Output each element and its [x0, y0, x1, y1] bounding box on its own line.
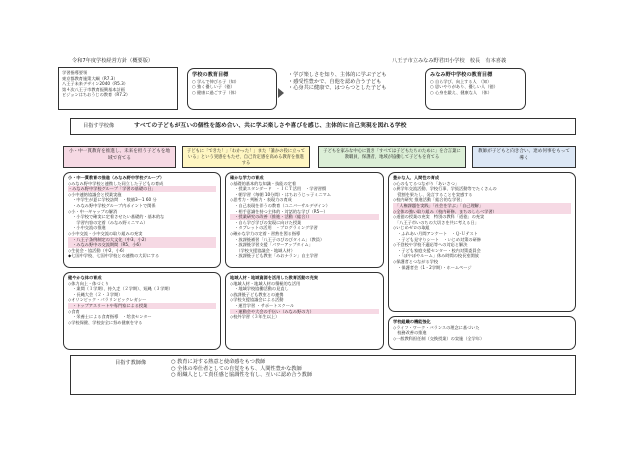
section-line: ・みなみ野中学校グループ「学習の基礎の日」	[68, 186, 216, 192]
section-line: ◆七国中学校、七国中学校との連携の大切にする	[68, 253, 160, 259]
section-middle-school-link	[63, 172, 221, 268]
section-line: ・放課後子ども教室「みおナラン」自主学習	[230, 253, 318, 259]
section-line: ・運動会や大会の手伝い（みなみ野の力）	[230, 309, 379, 315]
school-goals-title: 学校の教育目標	[192, 72, 229, 78]
section-line: ・朝学習（毎朝 10分間）・はちおうじっ子ミニマム	[230, 191, 331, 197]
section-line: ・相手意識を持つ主体的・対話的な学び（R5〜）	[230, 208, 328, 214]
section-line: ・ふれあい月間アンケート ・Ｑ-Ｕテスト	[393, 230, 478, 236]
section-line: ・地域学校協働活動の見直し	[230, 286, 289, 292]
section-line: ・「ぼやぼやルーム」休み時間の校長室開放	[393, 253, 479, 259]
middle-school-goal-item: ○ 自ら学び、向上する人 （知）	[430, 78, 492, 84]
section-line: ◇食育	[68, 308, 80, 314]
goal-item: ○ 強く優しい子（徳）	[192, 84, 235, 90]
section-line: ◇道徳の授業の充実 特別の教科「道徳」の充実	[393, 214, 485, 220]
section-line: ◇思考力・判断力・表現力の育成	[230, 197, 292, 203]
section-line: ◇確かな学力の定着・習熟を図る指導	[230, 230, 301, 236]
basis-item: ビジョンはちおうじの教育（R7.2）	[62, 92, 131, 98]
basis-item: 第４次八王子市教育振興基本計画	[62, 86, 125, 92]
middle-school-goal-item: ○ 思いやりがあり、優しい人（徳）	[430, 84, 498, 90]
section-line: ◇みなみ野中学校と連携した同立した子どもの育成	[68, 180, 164, 186]
section-line: ・自ら学び学びの実現に向けた授業	[230, 219, 302, 225]
pillar-box: 子どもに「できた！」「わかった！」また「誰かの役に立っている」という実感をもたせ、自己肯定感を高める教育を推進する	[182, 146, 310, 168]
section-title: 学校組織の機能強化	[393, 319, 431, 324]
section-line: ・小学校で確実に定着させたい基礎的・基本的な	[68, 214, 165, 220]
section-line: ・運営学習 ・サポートスクール	[230, 302, 295, 308]
section-line: ◇異学年交流活動、学校行事、学級活動等でたくさんの	[393, 186, 497, 192]
pillar-box: 子どもを家みな中心に置き「すべては子どもたちのために」を合言葉に教職員、保護者、地域が協働して子どもを育てる	[318, 146, 466, 168]
teacher-item: ○ 全体の奉仕者としての自覚をもち、人間性豊かな教師	[171, 365, 302, 372]
teacher-item: ○ 組織人として責任感と協調性を有し、互いに認め合う教師	[171, 372, 313, 379]
goal-subitem: ・学び楽しさを知り、主体的に学ぶ子ども	[288, 72, 387, 78]
section-line: ・自己表現を伴うの教育（ユニバーサルデザイン）	[230, 202, 330, 208]
section-title: 確かな学力の育成	[230, 175, 264, 180]
section-line: ◇全体の強い取り組み（校内研修、まちのしらべ学習）	[393, 209, 571, 215]
goal-subitem: ・心身共に健康で、はつらつとした子ども	[288, 85, 387, 92]
section-line: ・授業スタンダード ・ＩＣＴ活用 ・学習習慣	[230, 186, 327, 192]
section-healthy-body	[63, 272, 221, 350]
section-line: ◇校内研究 推進活動「総合的な学習」	[393, 197, 465, 203]
section-title: 健やかな体の育成	[68, 275, 102, 280]
section-line: ・トップアスリートや専門家による授業	[68, 303, 216, 309]
section-line: ◇基礎的基本的な知識・技能の定着	[230, 180, 297, 186]
middle-school-goal-item: ○ 心身を鍛え、健康な人 （体）	[430, 89, 492, 95]
section-line: ◇心のもてるつながり「あいさつ」	[393, 180, 459, 186]
section-line: ◇生徒会・協活動（中2、小6）	[68, 247, 127, 253]
section-community-resources	[225, 272, 384, 350]
section-title: 豊かな人、人間性の育成	[393, 175, 440, 180]
teacher-item: ○ 教育に対する熱意と使命感をもつ教師	[171, 359, 266, 365]
basis-item: 学習指導要領	[62, 70, 88, 75]
section-line: ・授業研究の改善（推進・活動（総合））	[230, 214, 379, 220]
section-line: 役割を果たし、発言することを実感する	[393, 191, 473, 197]
middle-school-goals-box	[425, 68, 526, 110]
section-line: ◇ライフ・ワーク・バランスの理念に基づいた	[393, 324, 480, 330]
section-academic-ability	[225, 172, 384, 268]
school-name-line: 八王子市立みなみ野君田小学校 校長 有本喜義	[392, 58, 507, 64]
goal-subitem: ・感受性豊かで、自他を認め合う子ども	[288, 78, 382, 85]
section-line: ◇学校保健、学校安全に努め健康を守る	[68, 319, 143, 325]
section-line: ◇保護者とつながる学校	[393, 258, 439, 264]
target-school-banner	[70, 118, 576, 135]
section-line: ◇いじめゼロの取組	[393, 225, 430, 231]
section-organization	[388, 316, 576, 350]
section-line: ・栄養士による食育指導 ・给食センター	[68, 314, 152, 320]
basis-item: 八王子未来デザイン2040（R5.3）	[62, 81, 128, 87]
section-line: ◇学校支援協議会による活動	[230, 297, 284, 303]
goal-item: ○ 学んで伸びる子（知）	[192, 78, 239, 84]
section-line: ・業間（１学期）、持久走（２学期）、短縄（３学期）	[68, 286, 173, 292]
arrow-icon	[278, 88, 284, 98]
section-line: ◇小・中一ギャップの解消	[68, 208, 118, 214]
middle-school-goals-title: みなみ野中学校の教育目標	[430, 72, 493, 78]
section-line: ◇地域人材・地域人材の積極的な活用	[230, 280, 301, 286]
section-line: ◇不登校や学校不適応等への対応と解決	[393, 242, 468, 248]
section-line: ・タブレットの活用 ・プログラミング学習	[230, 225, 318, 231]
goal-subitems	[288, 72, 410, 108]
section-line: 「八王子市いのちの大切さを共に考える日」	[393, 219, 479, 225]
section-line: ・長縄大会（２・３学期）	[68, 291, 123, 297]
section-line: 「人権課題を実践」「社会を学ぶ」「自己理解」	[393, 203, 571, 209]
section-line: ・子ども見守りシート ・いじめ対策の研修	[393, 236, 481, 242]
section-line: ◇体力向上・体づくり	[68, 280, 109, 286]
target-school-text: すべての子どもが互いの個性を認め合い、共に学ぶ楽しさや喜びを感じ、主体的に自己実現を図れる学校	[134, 123, 407, 130]
goal-item: ○ 健康に過ごす子（体）	[192, 89, 239, 95]
section-line: ・八王子条例制定の大文化（中3、小2）	[68, 237, 216, 243]
basis-box	[58, 67, 178, 110]
section-line: ・みなみ野中の交流期間（R5、小6）	[68, 242, 216, 248]
section-line: ・放課後補習「八王子のびのびタイム」（教員）	[230, 236, 325, 242]
section-line: ◇一般教科担任制（交換授業）の実施（全学年）	[393, 335, 485, 341]
section-title: 地域人材・地域資源を活用した教育活動の充実	[230, 275, 318, 280]
pillar-box: 小・中一貫教育を推進し、未来を担う子どもを地域で育てる	[63, 146, 176, 168]
section-line: ・放課後学習支援「パワーアップタイム」	[230, 242, 313, 248]
section-line: 学習内容の定着（みなみ野ミニマム）	[68, 219, 148, 225]
section-line: ・子ども家庭支援センター・校内対策委員会	[393, 247, 481, 253]
target-school-label: 目指す学校像	[83, 123, 115, 130]
section-line: ◇小中連絡協議会と授業実施	[68, 191, 122, 197]
section-title: 小・中一貫教育の推進（みなみ野中学校グループ）	[68, 175, 165, 180]
section-humanity	[388, 172, 576, 312]
section-line: ・保護者会（1・2学期）・ホームページ	[393, 264, 472, 270]
target-teacher-box	[70, 355, 576, 395]
target-teacher-label: 目指す教師像	[115, 360, 147, 366]
basis-item: 東京都教育施策大綱（R7.3）	[62, 75, 118, 81]
section-line: ・小中交流の推進	[68, 225, 106, 231]
pillar-box: 教師が子どもと向き合い、達め何事をもって導く	[472, 146, 576, 168]
section-line: ◇放課後子ども教室との連携	[230, 291, 284, 297]
section-line: 校務改善の推進	[393, 330, 427, 336]
section-line: （学校支援協議会・地域人材）	[230, 247, 295, 253]
section-line: ・中学生が夏に学校訪問 ・数値3〜1 60 分	[68, 197, 157, 203]
section-line: ◇オリンピック・パラリンピックレガシー	[68, 297, 147, 303]
school-goals-box	[187, 68, 277, 110]
plan-title: 令和7年度学校経営方針（概要版）	[72, 58, 154, 64]
section-line: ◇小中交流・小中交流の取り組みの充実	[68, 230, 143, 236]
section-line: ◇校外学習（３年生以上）	[230, 314, 280, 320]
section-line: ・みなみ野中学校グループ内ポイントで関係	[68, 202, 156, 208]
